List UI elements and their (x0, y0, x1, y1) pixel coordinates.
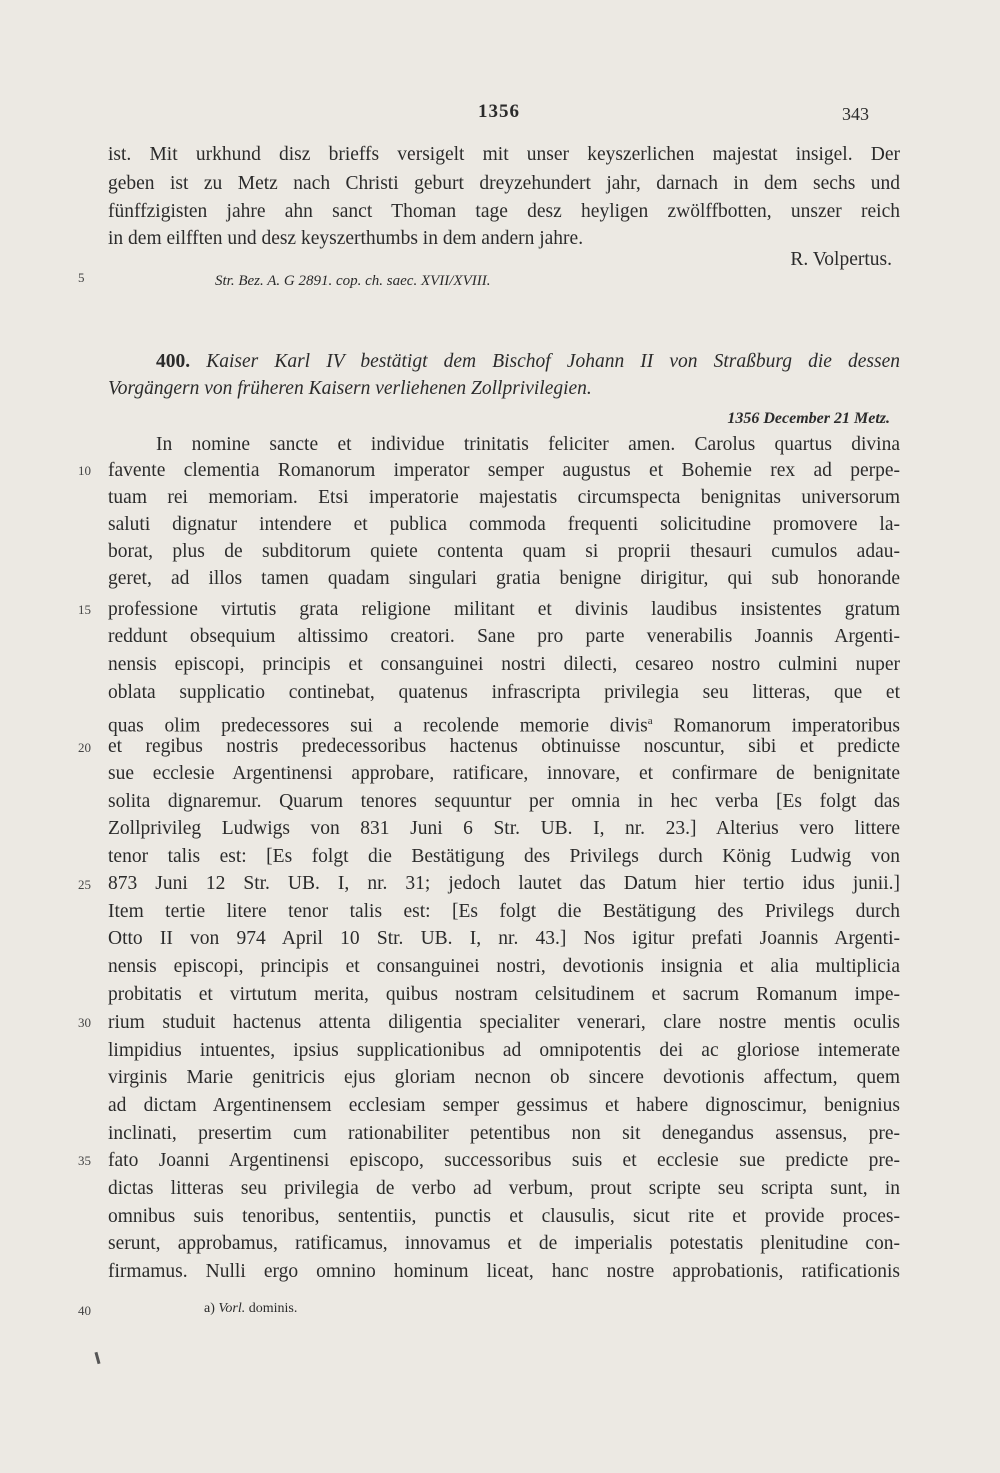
text-line: ad dictam Argentinensem ecclesiam semper gessimus et habere dignoscimur, benignius (108, 1095, 900, 1116)
text-line: omnibus suis tenoribus, sententiis, punctis et clausulis, sicut rite et provide proces- (108, 1206, 900, 1227)
text-line: fato Joanni Argentinensi episcopo, successoribus suis et ecclesie sue predicte pre- (108, 1150, 900, 1171)
text-line: inclinati, presertim cum rationabiliter petentibus non sit denegandus assensus, pre- (108, 1123, 900, 1144)
text-line: firmamus. Nulli ergo omnino hominum liceat, hanc nostre approbationis, ratificationis (108, 1261, 900, 1282)
text-line: In nomine sancte et individue trinitatis feliciter amen. Carolus quartus divina (156, 434, 900, 455)
line-number: 20 (78, 740, 91, 755)
text-line: tuam rei memoriam. Etsi imperatorie majestatis circumspecta benignitas universorum (108, 487, 900, 508)
source-citation: Str. Bez. A. G 2891. cop. ch. saec. XVII/XVIII. (215, 273, 491, 289)
text-line: Zollprivileg Ludwigs von 831 Juni 6 Str. UB. I, nr. 23.] Alterius vero littere (108, 818, 900, 839)
footnote-mark: a) (204, 1301, 215, 1316)
text-line: rium studuit hactenus attenta diligentia specialiter venerari, clare nostre mentis oculis (108, 1012, 900, 1033)
text-segment: quas olim predecessores sui a recolende memorie divis (108, 715, 648, 737)
text-line: borat, plus de subditorum quiete contenta quam si proprii thesauri cumulos adau- (108, 541, 900, 562)
document-number: 400. (156, 351, 191, 372)
text-line: fünffzigisten jahre ahn sanct Thoman tage desz heyligen zwölffbotten, unszer reich (108, 201, 900, 222)
text-line: tenor talis est: [Es folgt die Bestätigung des Privilegs durch König Ludwig von (108, 846, 900, 867)
footnote-label: Vorl. (218, 1301, 246, 1316)
header-year: 1356 (478, 101, 520, 122)
text-line: Otto II von 974 April 10 Str. UB. I, nr. 43.] Nos igitur prefati Joannis Argenti- (108, 928, 900, 949)
line-number: 5 (78, 270, 85, 285)
document-title-line1: Kaiser Karl IV bestätigt dem Bischof Johann II von Straßburg die dessen (206, 351, 901, 372)
text-line: professione virtutis grata religione militant et divinis laudibus insistentes gratum (108, 599, 900, 620)
text-line: geret, ad illos tamen quadam singulari gratia benigne dirigitur, qui sub honorande (108, 568, 900, 589)
header-page-number: 343 (842, 104, 869, 124)
ink-mark (94, 1352, 100, 1364)
text-line: saluti dignatur intendere et publica commoda frequenti solicitudine promovere la- (108, 514, 900, 535)
text-line: oblata supplicatio continebat, quatenus infrascripta privilegia seu litteras, que et (108, 682, 900, 703)
text-line: solita dignaremur. Quarum tenores sequuntur per omnia in hec verba [Es folgt das (108, 791, 900, 812)
text-line: et regibus nostris predecessoribus hactenus obtinuisse noscuntur, sibi et predicte (108, 736, 900, 757)
text-segment: Romanorum imperatoribus (652, 715, 900, 737)
text-line: sue ecclesie Argentinensi approbare, ratificare, innovare, et confirmare de benignitate (108, 763, 900, 784)
text-line: 873 Juni 12 Str. UB. I, nr. 31; jedoch lautet das Datum hier tertio idus junii.] (108, 873, 900, 894)
text-line: nensis episcopi, principis et consanguinei nostri dilecti, cesareo nostro culmini nuper (108, 654, 900, 675)
document-title (156, 350, 900, 374)
footnote-text: dominis. (245, 1301, 298, 1316)
text-line: nensis episcopi, principis et consanguinei nostri, devotionis insignia et alia multiplicia (108, 956, 900, 977)
line-number: 25 (78, 877, 91, 892)
line-number: 15 (78, 602, 91, 617)
text-line: favente clementia Romanorum imperator semper augustus et Bohemie rex ad perpe- (108, 460, 900, 481)
document-title-line2: Vorgängern von früheren Kaisern verliehenen Zollprivilegien. (108, 378, 592, 399)
text-line: reddunt obsequium altissimo creatori. Sane pro parte venerabilis Joannis Argenti- (108, 626, 900, 647)
footnote (204, 1301, 297, 1317)
text-line: geben ist zu Metz nach Christi geburt dreyzehundert jahr, darnach in dem sechs und (108, 173, 900, 194)
text-line: limpidius intuentes, ipsius supplicationibus ad omnipotentis dei ac gloriose intemerate (108, 1040, 900, 1061)
line-number: 30 (78, 1015, 91, 1030)
line-number: 40 (78, 1303, 91, 1318)
text-line: Item tertie litere tenor talis est: [Es folgt die Bestätigung des Privilegs durch (108, 901, 900, 922)
line-number: 35 (78, 1153, 91, 1168)
footnote-reference: a (647, 715, 653, 727)
text-line: probitatis et virtutum merita, quibus nostram celsitudinem et sacrum Romanum impe- (108, 984, 900, 1005)
document-date: 1356 December 21 Metz. (727, 410, 890, 427)
text-line: dictas litteras seu privilegia de verbo ad verbum, prout scripte seu scripta sunt, in (108, 1178, 900, 1199)
line-number: 10 (78, 463, 91, 478)
text-line: serunt, approbamus, ratificamus, innovamus et de imperialis potestatis plenitudine con- (108, 1233, 900, 1254)
signature: R. Volpertus. (790, 249, 892, 270)
text-line: in dem eilfften und desz keyszerthumbs in dem andern jahre. (108, 228, 584, 249)
text-line: ist. Mit urkhund disz brieffs versigelt mit unser keyszerlichen majestat insigel. Der (108, 144, 900, 165)
text-line: virginis Marie genitricis ejus gloriam necnon ob sincere devotionis affectum, quem (108, 1067, 900, 1088)
